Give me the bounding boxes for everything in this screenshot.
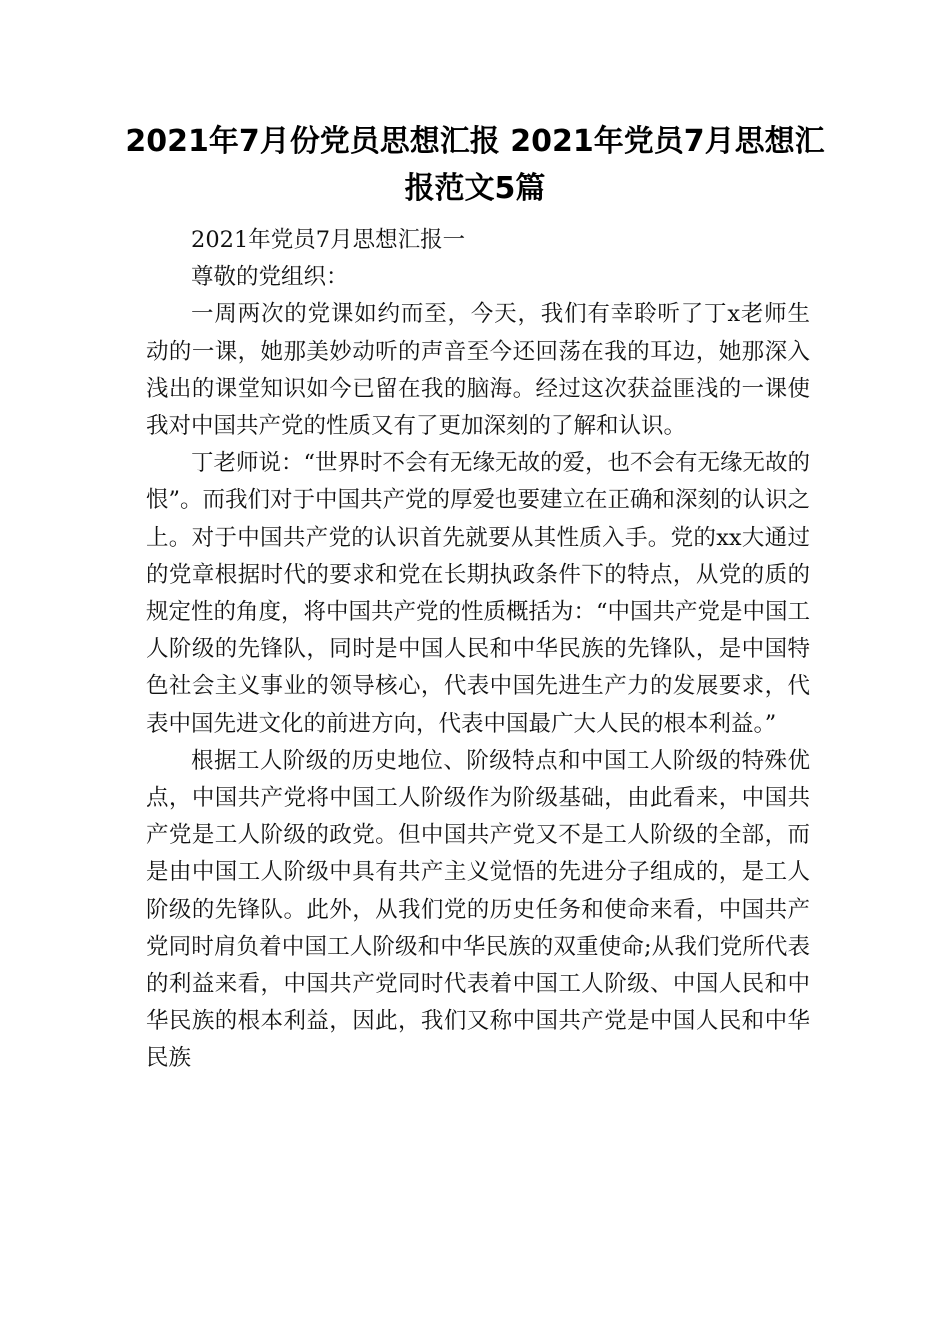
paragraph: 一周两次的党课如约而至，今天，我们有幸聆听了丁x老师生动的一课，她那美妙动听的声音至今还回荡在我的耳边，她那深入浅出的课堂知识如今已留在我的脑海。经过这次获益匪浅的一课使我对中国共产党的性质又有了更加深刻的了解和认识。: [146, 301, 810, 440]
report-heading: 2021年党员7月思想汇报一: [191, 227, 466, 253]
salutation: 尊敬的党组织：: [191, 264, 349, 291]
paragraph: 丁老师说：“世界时不会有无缘无故的爱，也不会有无缘无故的恨”。而我们对于中国共产党的厚爱也要建立在正确和深刻的认识之上。对于中国共产党的认识首先就要从其性质入手。党的xx大通过的党章根据时代的要求和党在长期执政条件下的特点，从党的质的规定性的角度，将中国共产党的性质概括为：“中国共产党是中国工人阶级的先锋队，同时是中国人民和中华民族的先锋队，是中国特色社会主义事业的领导核心，代表中国先进生产力的发展要求，代表中国先进文化的前进方向，代表中国最广大人民的根本利益。”: [146, 450, 811, 737]
document-title: 2021年7月份党员思想汇报 2021年党员7月思想汇报范文5篇: [125, 124, 825, 206]
document-body: [146, 222, 810, 1078]
paragraph: 根据工人阶级的历史地位、阶级特点和中国工人阶级的特殊优点，中国共产党将中国工人阶级作为阶级基础，由此看来，中国共产党是工人阶级的政党。但中国共产党又不是工人阶级的全部，而是由中国工人阶级中具有共产主义觉悟的先进分子组成的，是工人阶级的先锋队。此外，从我们党的历史任务和使命来看，中国共产党同时肩负着中国工人阶级和中华民族的双重使命;从我们党所代表的利益来看，中国共产党同时代表着中国工人阶级、中国人民和中华民族的根本利益，因此，我们又称中国共产党是中国人民和中华民族: [146, 747, 810, 1072]
